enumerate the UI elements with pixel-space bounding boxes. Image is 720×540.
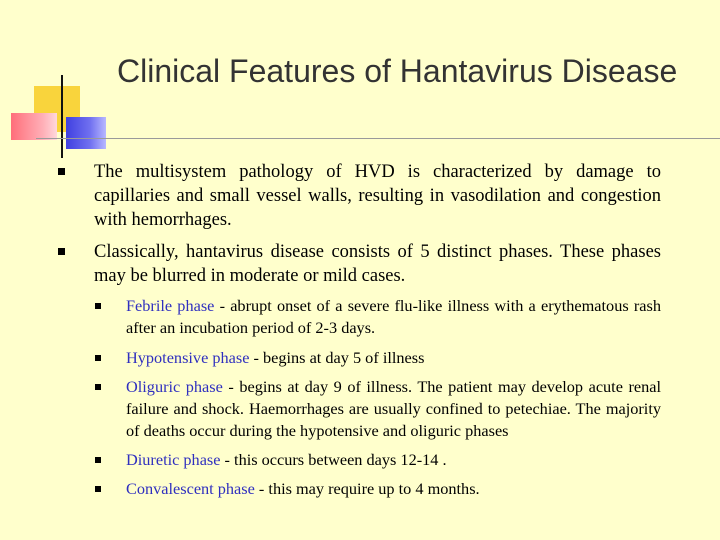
phase-item-hypotensive [126, 347, 661, 369]
phase-description: - this occurs between days 12-14 . [220, 450, 447, 469]
bullet-item [94, 240, 661, 288]
decor-blue-square [66, 117, 106, 149]
phase-name: Convalescent phase [126, 479, 255, 498]
phase-name: Oliguric phase [126, 377, 223, 396]
phase-description: - this may require up to 4 months. [254, 479, 480, 498]
phase-item-oliguric [126, 376, 661, 442]
decor-pink-rectangle [11, 113, 57, 140]
phase-item-febrile [126, 295, 661, 339]
phase-name: Febrile phase [126, 296, 215, 315]
decor-vertical-line [61, 75, 63, 158]
square-bullet-icon [58, 168, 65, 175]
phase-description: - begins at day 5 of illness [249, 348, 425, 367]
square-bullet-icon [95, 303, 101, 309]
bullet-text: The multisystem pathology of HVD is characterized by damage to capillaries and small vessel walls, resulting in vasodilation and congestion with hemorrhages. [94, 162, 661, 230]
phase-item-diuretic [126, 449, 661, 471]
phase-item-convalescent [126, 478, 661, 500]
square-bullet-icon [95, 384, 101, 390]
square-bullet-icon [95, 355, 101, 361]
slide-title: Clinical Features of Hantavirus Disease [117, 53, 678, 89]
square-bullet-icon [58, 248, 65, 255]
phase-description: - begins at day 9 of illness. The patient may develop acute renal failure and shock. Haemorrhages are usually confined to petechiae. The majority of deaths occur during the hypotensive and oliguric phases [126, 377, 661, 440]
bullet-item [94, 160, 661, 232]
bullet-text: Classically, hantavirus disease consists of 5 distinct phases. These phases may be blurred in moderate or mild cases. [94, 242, 661, 286]
phase-name: Diuretic phase [126, 450, 221, 469]
square-bullet-icon [95, 486, 101, 492]
square-bullet-icon [95, 457, 101, 463]
phase-name: Hypotensive phase [126, 348, 250, 367]
title-divider [36, 138, 720, 139]
phase-description: - abrupt onset of a severe flu-like illness with a erythematous rash after an incubation period of 2-3 days. [126, 296, 661, 337]
